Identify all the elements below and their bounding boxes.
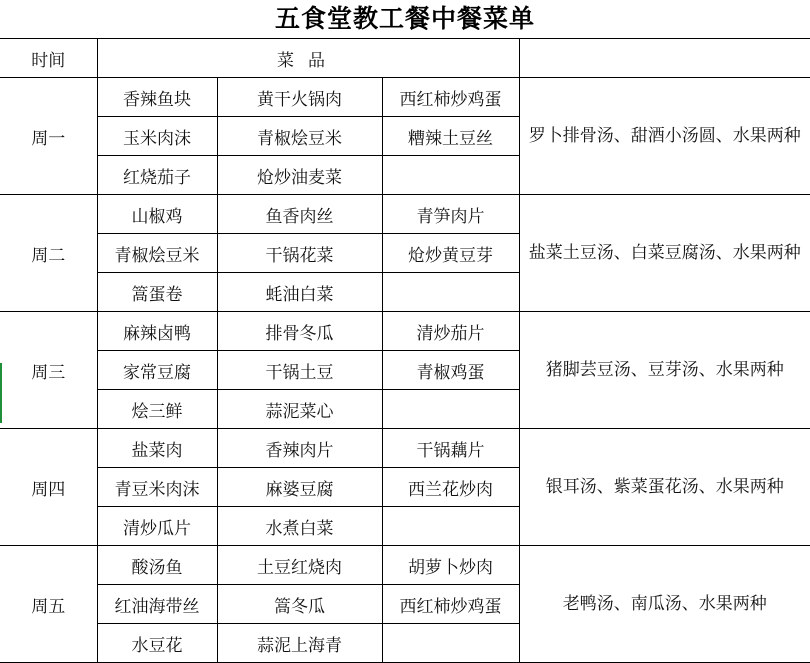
day-cell: 周二 bbox=[0, 195, 97, 312]
soup-cell: 盐菜土豆汤、白菜豆腐汤、水果两种 bbox=[519, 195, 810, 312]
day-cell: 周四 bbox=[0, 429, 97, 546]
dish-cell: 麻辣卤鸭 bbox=[97, 312, 217, 351]
dish-cell: 水豆花 bbox=[97, 624, 217, 663]
dish-cell: 香辣肉片 bbox=[217, 429, 382, 468]
dish-cell: 西红柿炒鸡蛋 bbox=[382, 585, 519, 624]
soup-cell: 猪脚芸豆汤、豆芽汤、水果两种 bbox=[519, 312, 810, 429]
dish-cell: 胡萝卜炒肉 bbox=[382, 546, 519, 585]
table-row bbox=[0, 312, 810, 351]
header-row bbox=[0, 39, 810, 78]
dish-cell: 炝炒黄豆芽 bbox=[382, 234, 519, 273]
time-header: 时间 bbox=[0, 39, 97, 78]
dish-cell: 清炒茄片 bbox=[382, 312, 519, 351]
dish-cell: 水煮白菜 bbox=[217, 507, 382, 546]
dish-cell: 盐菜肉 bbox=[97, 429, 217, 468]
dish-cell: 炝炒油麦菜 bbox=[217, 156, 382, 195]
soup-cell: 老鸭汤、南瓜汤、水果两种 bbox=[519, 546, 810, 663]
soup-cell: 银耳汤、紫菜蛋花汤、水果两种 bbox=[519, 429, 810, 546]
dish-cell: 清炒瓜片 bbox=[97, 507, 217, 546]
table-row bbox=[0, 195, 810, 234]
dish-cell bbox=[382, 390, 519, 429]
dishes-header-label: 菜品 bbox=[277, 50, 339, 71]
dish-cell: 干锅花菜 bbox=[217, 234, 382, 273]
page-title: 五食堂教工餐中餐菜单 bbox=[274, 4, 535, 33]
dish-cell: 酸汤鱼 bbox=[97, 546, 217, 585]
dish-cell: 红烧茄子 bbox=[97, 156, 217, 195]
dish-cell: 玉米肉沫 bbox=[97, 117, 217, 156]
dish-cell: 土豆红烧肉 bbox=[217, 546, 382, 585]
dish-cell bbox=[382, 624, 519, 663]
dish-cell: 蒜泥菜心 bbox=[217, 390, 382, 429]
table-row bbox=[0, 429, 810, 468]
dish-cell: 篙蛋卷 bbox=[97, 273, 217, 312]
dish-cell: 麻婆豆腐 bbox=[217, 468, 382, 507]
dish-cell: 烩三鲜 bbox=[97, 390, 217, 429]
table-row bbox=[0, 546, 810, 585]
day-cell: 周三 bbox=[0, 312, 97, 429]
dish-cell: 干锅藕片 bbox=[382, 429, 519, 468]
dish-cell bbox=[382, 507, 519, 546]
dish-cell: 干锅土豆 bbox=[217, 351, 382, 390]
dish-cell bbox=[382, 156, 519, 195]
soup-header bbox=[519, 39, 810, 78]
dish-cell: 蚝油白菜 bbox=[217, 273, 382, 312]
dishes-header bbox=[97, 39, 519, 78]
dish-cell: 黄干火锅肉 bbox=[217, 78, 382, 117]
day-cell: 周五 bbox=[0, 546, 97, 663]
dish-cell: 家常豆腐 bbox=[97, 351, 217, 390]
dish-cell: 排骨冬瓜 bbox=[217, 312, 382, 351]
dish-cell: 青椒烩豆米 bbox=[97, 234, 217, 273]
dish-cell: 青笋肉片 bbox=[382, 195, 519, 234]
dish-cell: 蒜泥上海青 bbox=[217, 624, 382, 663]
dish-cell: 糟辣土豆丝 bbox=[382, 117, 519, 156]
soup-cell: 罗卜排骨汤、甜酒小汤圆、水果两种 bbox=[519, 78, 810, 195]
dish-cell: 香辣鱼块 bbox=[97, 78, 217, 117]
dish-cell: 红油海带丝 bbox=[97, 585, 217, 624]
table-row bbox=[0, 78, 810, 117]
day-cell: 周一 bbox=[0, 78, 97, 195]
dish-cell: 西兰花炒肉 bbox=[382, 468, 519, 507]
menu-table bbox=[0, 38, 810, 663]
dish-cell: 山椒鸡 bbox=[97, 195, 217, 234]
dish-cell: 青豆米肉沫 bbox=[97, 468, 217, 507]
dish-cell: 鱼香肉丝 bbox=[217, 195, 382, 234]
dish-cell: 篙冬瓜 bbox=[217, 585, 382, 624]
dish-cell bbox=[382, 273, 519, 312]
dish-cell: 青椒鸡蛋 bbox=[382, 351, 519, 390]
dish-cell: 青椒烩豆米 bbox=[217, 117, 382, 156]
dish-cell: 西红柿炒鸡蛋 bbox=[382, 78, 519, 117]
